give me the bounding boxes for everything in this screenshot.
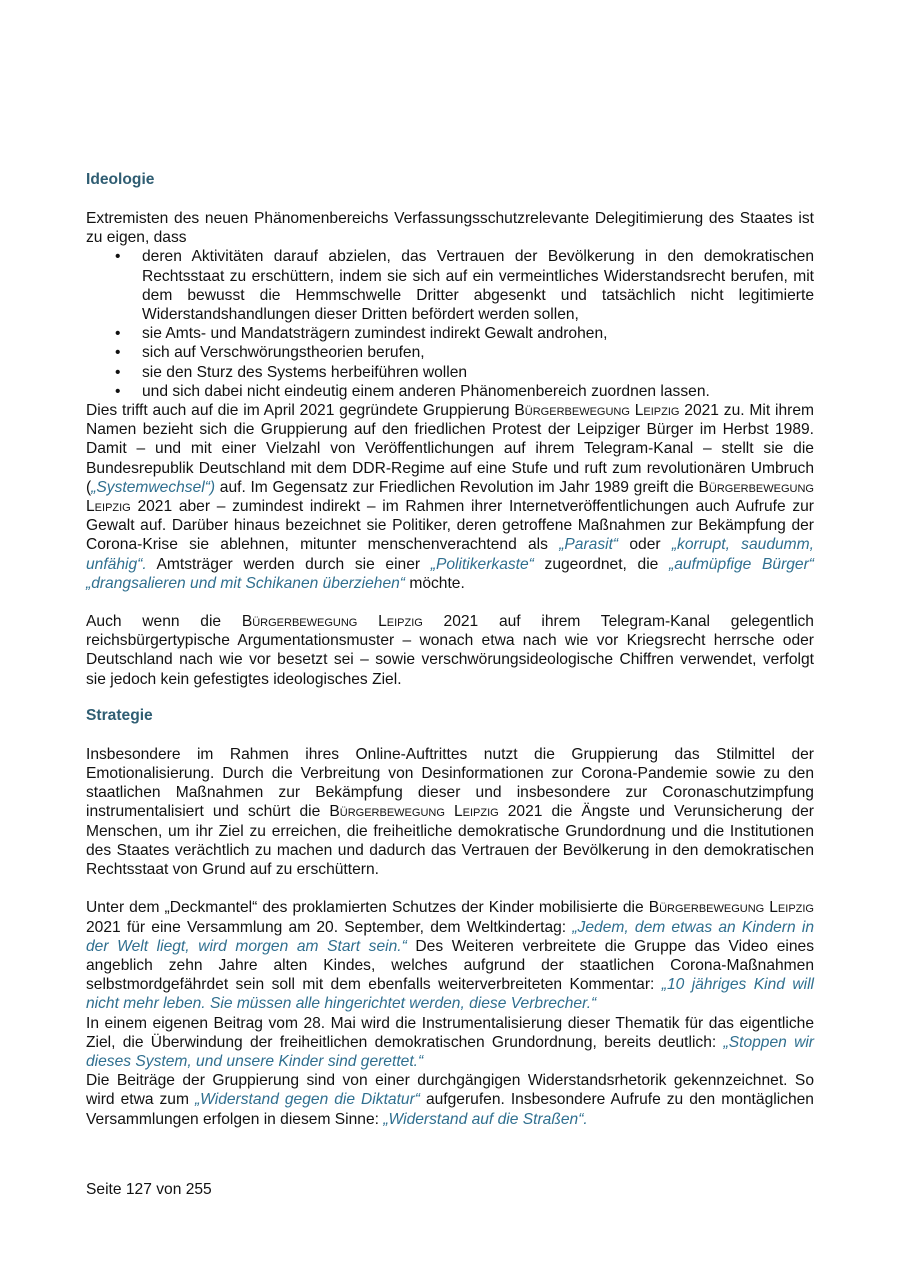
- list-item: • sie den Sturz des Systems herbeiführen wollen: [86, 363, 814, 382]
- organization-name: Bürgerbewegung Leipzig: [86, 478, 814, 516]
- quote: „Stoppen wir dieses System, und unsere Kinder sind gerettet.“: [86, 1033, 814, 1070]
- list-item: • deren Aktivitäten darauf abzielen, das Vertrauen der Bevölkerung in den demokratischen Rechtsstaat zu erschüttern, indem sie sich auf ein vermeintliches Widerstandsrecht berufen, mit dem bewusst die Hemmschwelle Dritter abgesenkt und tatsächlich nicht legitimierte Widerstandshandlungen dieser Dritten befördert werden sollen,: [86, 247, 814, 324]
- quote: „Parasit“: [559, 536, 619, 554]
- quote: „Widerstand auf die Straßen“.: [383, 1110, 588, 1128]
- ideologie-intro: Extremisten des neuen Phänomenbereichs Verfassungsschutzrelevante Delegitimierung des Staates ist zu eigen, dass: [86, 210, 814, 247]
- organization-name: Bürgerbewegung Leipzig: [648, 899, 814, 917]
- organization-name: Bürgerbewegung Leipzig: [329, 803, 499, 821]
- ideologie-paragraph-2: Auch wenn die Bürgerbewegung Leipzig 2021 auf ihrem Telegram-Kanal gelegentlich reichsbürgertypische Argumentationsmuster – wonach etwa nach wie vor Kriegsrecht herrsche oder Deutschland nach wie vor besetzt sei – sowie verschwörungsideologische Chiffren verwendet, verfolgt sie jedoch kein gefestigtes ideologisches Ziel.: [86, 613, 814, 688]
- strategie-paragraph-4: Die Beiträge der Gruppierung sind von einer durchgängigen Widerstandsrhetorik gekennzeichnet. So wird etwa zum „Widerstand gegen die Diktatur“ aufgerufen. Insbesondere Aufrufe zu den montäglichen Versammlungen erfolgen in diesem Sinne: „Widerstand auf die Straßen“.: [86, 1072, 814, 1128]
- strategie-paragraph-3: In einem eigenen Beitrag vom 28. Mai wird die Instrumentalisierung dieser Thematik für das eigentliche Ziel, die Überwindung der freiheitlichen demokratischen Grundordnung, bereits deutlich: „Stoppen wir dieses System, und unsere Kinder sind gerettet.“: [86, 1014, 814, 1070]
- organization-name: Bürgerbewegung Leipzig: [514, 402, 680, 420]
- quote: „Systemwechsel“): [91, 478, 216, 496]
- list-item: • sich auf Verschwörungstheorien berufen,: [86, 343, 814, 362]
- list-item: • und sich dabei nicht eindeutig einem anderen Phänomenbereich zuordnen lassen.: [86, 382, 814, 401]
- section-heading-strategie: Strategie: [86, 706, 153, 724]
- quote: „10 jähriges Kind will nicht mehr leben. Sie müssen alle hingerichtet werden, diese Verbrecher.“: [86, 976, 814, 1013]
- page-content: [86, 170, 814, 1129]
- organization-name: Bürgerbewegung Leipzig: [241, 613, 423, 631]
- strategie-paragraph-1: Insbesondere im Rahmen ihres Online-Auftrittes nutzt die Gruppierung das Stilmittel der Emotionalisierung. Durch die Verbreitung von Desinformationen zur Corona-Pandemie sowie zu den staatlichen Maßnahmen zur Bekämpfung dieser und insbesondere zur Coronaschutzimpfung instrumentalisiert und schürt die Bürgerbewegung Leipzig 2021 die Ängste und Verunsicherung der Menschen, um ihr Ziel zu erreichen, die freiheitliche demokratische Grundordnung und die Institutionen des Staates verächtlich zu machen und dadurch das Vertrauen der Bevölkerung in den demokratischen Rechtsstaat von Grund auf zu erschüttern.: [86, 745, 814, 879]
- ideologie-bullet-list: [86, 247, 814, 401]
- strategie-paragraph-2: Unter dem „Deckmantel“ des proklamierten Schutzes der Kinder mobilisierte die Bürgerbewegung Leipzig 2021 für eine Versammlung am 20. September, dem Weltkindertag: „Jedem, dem etwas an Kindern in der Welt liegt, wird morgen am Start sein.“ Des Weiteren verbreitete die Gruppe das Video eines angeblich zehn Jahre alten Kindes, welches aufgrund der staatlichen Corona-Maßnahmen selbstmordgefährdet sein soll mit dem ebenfalls weiterverbreiteten Kommentar: „10 jähriges Kind will nicht mehr leben. Sie müssen alle hingerichtet werden, diese Verbrecher.“: [86, 899, 815, 1013]
- quote: „Politikerkaste“: [430, 555, 534, 573]
- quote: „aufmüpfige Bürger“ „drangsalieren und mit Schikanen überziehen“: [86, 555, 814, 592]
- section-heading-ideologie: Ideologie: [86, 171, 155, 188]
- ideologie-paragraph-1: Dies trifft auch auf die im April 2021 gegründete Gruppierung Bürgerbewegung Leipzig 2021 zu. Mit ihrem Namen bezieht sich die Gruppierung auf den friedlichen Protest der Leipziger Bürger im Herbst 1989. Damit – und mit einer Vielzahl von Veröffentlichungen auf ihrem Telegram-Kanal – stellt sie die Bundesrepublik Deutschland mit dem DDR-Regime auf eine Stufe und ruft zum revolutionären Umbruch („Systemwechsel“) auf. Im Gegensatz zur Friedlichen Revolution im Jahr 1989 greift die Bürgerbewegung Leipzig 2021 aber – zumindest indirekt – im Rahmen ihrer Internetveröffentlichungen auch Aufrufe zur Gewalt auf. Darüber hinaus bezeichnet sie Politiker, deren getroffene Maßnahmen zur Bekämpfung der Corona-Krise sie ablehnen, mitunter menschenverachtend als „Parasit“ oder „korrupt, saudumm, unfähig“. Amtsträger werden durch sie einer „Politikerkaste“ zugeordnet, die „aufmüpfige Bürger“ „drangsalieren und mit Schikanen überziehen“ möchte.: [86, 402, 814, 592]
- page-number: Seite 127 von 255: [86, 1181, 212, 1198]
- quote: „korrupt, saudumm, unfähig“.: [86, 536, 814, 573]
- quote: „Widerstand gegen die Diktatur“: [194, 1091, 420, 1109]
- quote: „Jedem, dem etwas an Kindern in der Welt liegt, wird morgen am Start sein.“: [86, 918, 815, 955]
- list-item: • sie Amts- und Mandatsträgern zumindest indirekt Gewalt androhen,: [86, 324, 814, 343]
